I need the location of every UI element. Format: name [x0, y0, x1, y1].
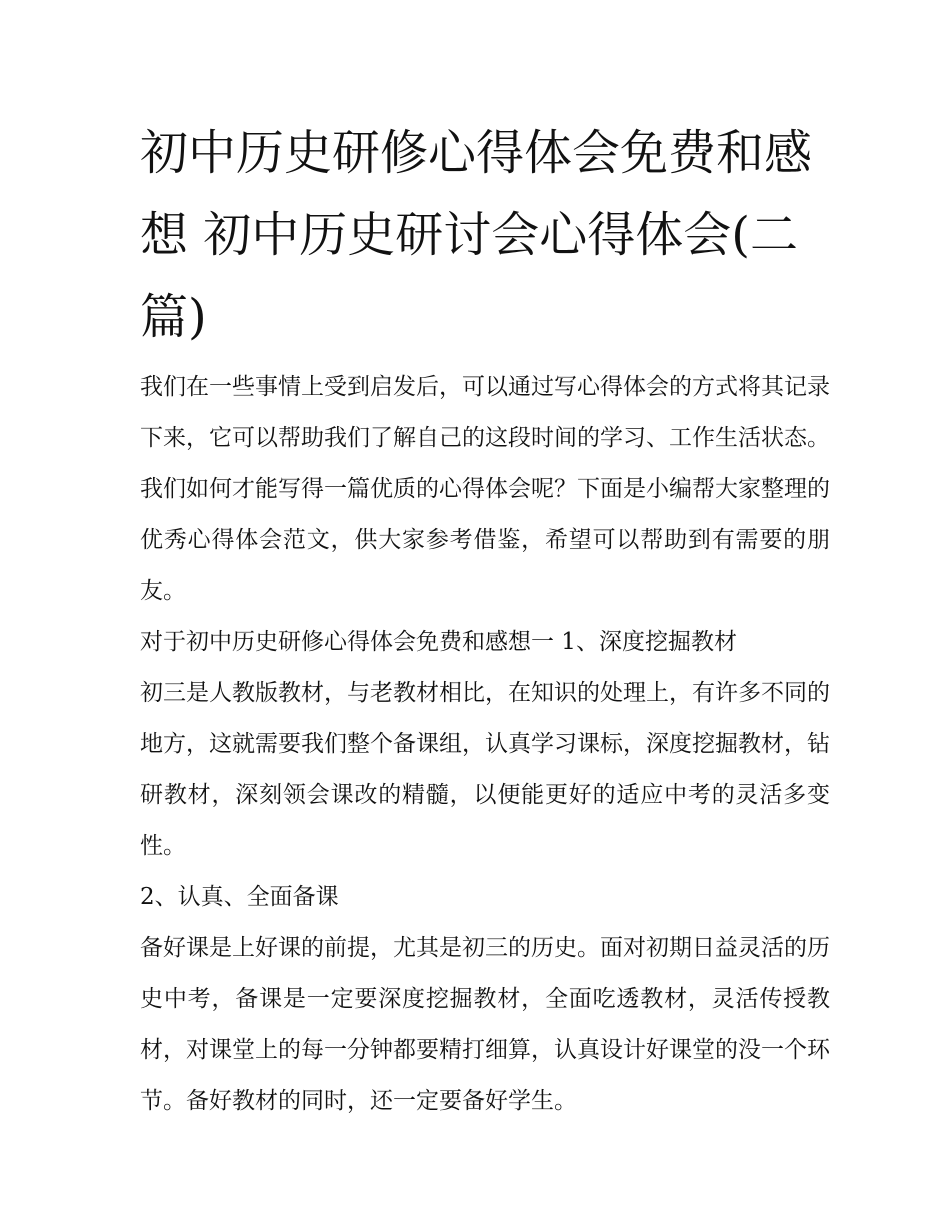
section-heading-1: 对于初中历史研修心得体会免费和感想一 1、深度挖掘教材 [140, 629, 737, 655]
paragraph-2: 备好课是上好课的前提，尤其是初三的历史。面对初期日益灵活的历史中考，备课是一定要深度挖掘教材，全面吃透教材，灵活传授教材，对课堂上的每一分钟都要精打细算，认真设计好课堂的没一个环节。备好教材的同时，还一定要备好学生。 [140, 935, 830, 1114]
paragraph-1: 初三是人教版教材，与老教材相比，在知识的处理上，有许多不同的地方，这就需要我们整个备课组，认真学习课标，深度挖掘教材，钻研教材，深刻领会课改的精髓，以便能更好的适应中考的灵活多变性。 [140, 680, 830, 859]
document-page [140, 112, 830, 1127]
document-title: 初中历史研修心得体会免费和感想 初中历史研讨会心得体会(二篇) [140, 125, 813, 345]
intro-paragraph: 我们在一些事情上受到启发后，可以通过写心得体会的方式将其记录下来，它可以帮助我们了解自己的这段时间的学习、工作生活状态。我们如何才能写得一篇优质的心得体会呢？下面是小编帮大家整理的优秀心得体会范文，供大家参考借鉴，希望可以帮助到有需要的朋友。 [140, 374, 830, 604]
section-heading-2: 2、认真、全面备课 [140, 884, 339, 910]
document-body [140, 362, 830, 1127]
